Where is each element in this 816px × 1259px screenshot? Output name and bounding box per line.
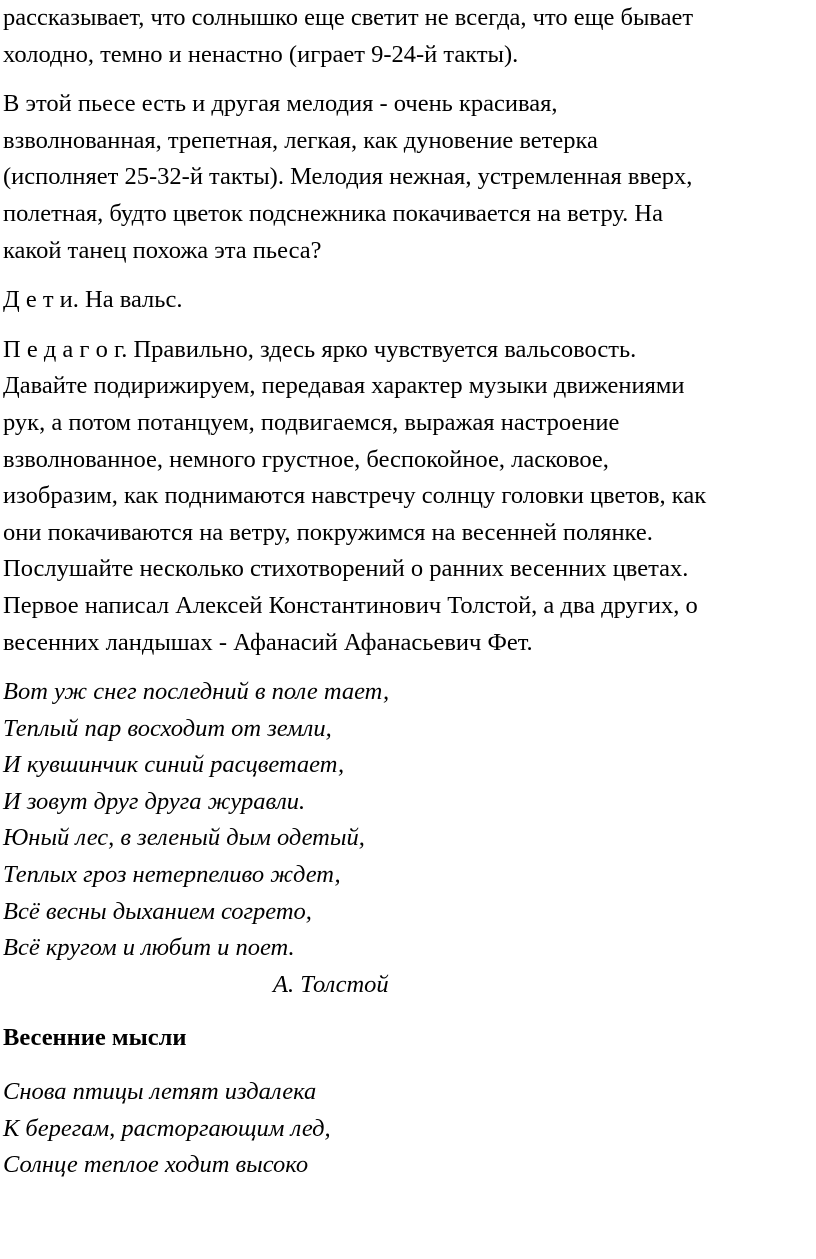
poem-line: И кувшинчик синий расцветает, — [3, 751, 345, 779]
paragraph-melody — [3, 86, 815, 269]
text-line: (исполняет 25-32-й такты). Мелодия нежная, устремленная вверх, — [3, 163, 693, 191]
poem-line: И зовут друг друга журавли. — [3, 787, 306, 815]
text-line: рук, а потом потанцуем, подвигаемся, выражая настроение — [3, 408, 620, 436]
text-line: холодно, темно и ненастно (играет 9-24-й такты). — [3, 40, 519, 68]
text-line: взволнованное, немного грустное, беспокойное, ласковое, — [3, 445, 609, 473]
poem-line: Солнце теплое ходит высоко — [3, 1151, 309, 1179]
text-line: П е д а г о г. Правильно, здесь ярко чувствуется вальсовость. — [3, 335, 637, 363]
poem-line: Вот уж снег последний в поле тает, — [3, 678, 390, 706]
poem-tolstoy — [3, 674, 815, 1003]
poem-line: Теплых гроз нетерпеливо ждет, — [3, 861, 341, 889]
paragraph-gap — [3, 1003, 815, 1020]
poem-title: Весенние мысли — [3, 1024, 187, 1052]
text-line: какой танец похожа эта пьеса? — [3, 236, 322, 264]
poem-line: Теплый пар восходит от земли, — [3, 714, 332, 742]
text-line: В этой пьесе есть и другая мелодия - очень красивая, — [3, 90, 558, 118]
poem-line: Юный лес, в зеленый дым одетый, — [3, 824, 365, 852]
text-line: весенних ландышах - Афанасий Афанасьевич Фет. — [3, 628, 533, 656]
poem-line: Снова птицы летят издалека — [3, 1078, 317, 1106]
text-line: они покачиваются на ветру, покружимся на весенней полянке. — [3, 518, 653, 546]
text-line: взволнованная, трепетная, легкая, как дуновение ветерка — [3, 126, 598, 154]
paragraph-gap — [3, 661, 815, 674]
paragraph-gap — [3, 1057, 815, 1074]
poem-author: А. Толстой — [273, 970, 389, 998]
paragraph-intro — [3, 0, 815, 73]
text-line: полетная, будто цветок подснежника покачивается на ветру. На — [3, 199, 663, 227]
text-line: Первое написал Алексей Константинович Толстой, а два других, о — [3, 591, 698, 619]
poem-spring-thoughts — [3, 1074, 815, 1184]
poem-line: К берегам, расторгающим лед, — [3, 1114, 331, 1142]
text-line: Д е т и. На вальс. — [3, 286, 183, 314]
paragraph-gap — [3, 319, 815, 332]
document-page — [3, 0, 815, 1184]
paragraph-teacher — [3, 332, 815, 661]
poem-line: Всё весны дыханием согрето, — [3, 897, 312, 925]
text-line: Давайте подирижируем, передавая характер музыки движениями — [3, 372, 685, 400]
paragraph-gap — [3, 269, 815, 282]
paragraph-children-answer — [3, 282, 815, 319]
text-line: рассказывает, что солнышко еще светит не всегда, что еще бывает — [3, 4, 694, 31]
poem-line: Всё кругом и любит и поет. — [3, 934, 295, 962]
paragraph-gap — [3, 73, 815, 86]
text-line: Послушайте несколько стихотворений о ранних весенних цветах. — [3, 555, 689, 583]
text-line: изобразим, как поднимаются навстречу солнцу головки цветов, как — [3, 482, 707, 510]
